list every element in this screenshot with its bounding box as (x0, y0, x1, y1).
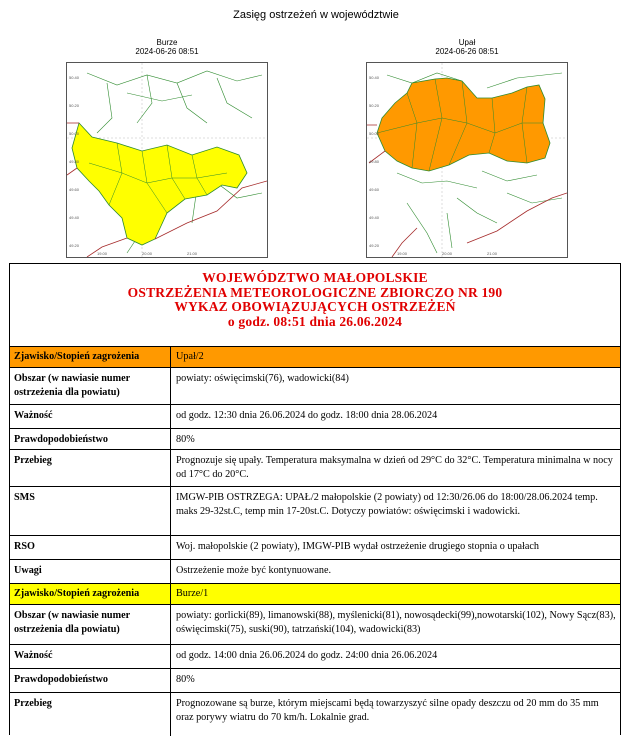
storm-validity-row (10, 645, 620, 669)
heat-validity-row (10, 405, 620, 429)
map-storms-datetime: 2024-06-26 08:51 (135, 47, 199, 56)
heat-probability-label: Prawdopodobieństwo (10, 429, 171, 449)
heat-rso-value: Woj. małopolskie (2 powiaty), IMGW-PIB wydał ostrzeżenie drugiego stopnia o upałach (176, 541, 540, 552)
lat-tick-label: 50.00 (369, 131, 380, 136)
lat-tick-label: 50.40 (369, 75, 380, 80)
storm-area (72, 123, 247, 245)
storm-course-label: Przebieg (10, 693, 171, 736)
storm-course-value: Prognozowane są burze, którym miejscami będą towarzyszyć silne opady deszczu od 20 mm do 35 mm oraz porywy wiatru do 70 km/h. Lokalnie grad. (176, 698, 599, 723)
lat-tick-label: 49.20 (69, 243, 80, 248)
map-storms-frame (66, 62, 268, 258)
heat-course-value: Prognozuje się upały. Temperatura maksymalna w dzień od 29°C do 32°C. Temperatura minimalna w nocy od 17°C do 20°C. (176, 455, 613, 480)
storm-area-row (10, 605, 620, 645)
lat-tick-label: 49.40 (369, 215, 380, 220)
heat-rso-row (10, 536, 620, 560)
lat-tick-label: 50.20 (69, 103, 80, 108)
heat-sms-label: SMS (10, 487, 171, 535)
storm-probability-value: 80% (176, 674, 195, 685)
lat-tick-label: 49.80 (369, 159, 380, 164)
heat-notes-label: Uwagi (10, 560, 171, 583)
heat-probability-value: 80% (176, 434, 195, 445)
storm-validity-label: Ważność (10, 645, 171, 668)
storm-course-row (10, 693, 620, 736)
warnings-document (9, 263, 621, 735)
heat-area-row (10, 368, 620, 405)
lat-tick-label: 49.20 (369, 243, 380, 248)
heat-rso-label: RSO (10, 536, 171, 559)
lat-tick-label: 49.60 (69, 187, 80, 192)
heat-course-row (10, 450, 620, 487)
heat-area-label: Obszar (w nawiasie numer ostrzeżenia dla powiatu) (10, 368, 171, 404)
heat-area-value: powiaty: oświęcimski(76), wadowicki(84) (176, 373, 349, 384)
document-header (10, 264, 620, 347)
heat-notes-row (10, 560, 620, 584)
storm-validity-value: od godz. 14:00 dnia 26.06.2024 do godz. 24:00 dnia 26.06.2024 (176, 650, 438, 661)
lon-tick-label: 20.00 (142, 251, 153, 256)
header-list: WYKAZ OBOWIĄZUJĄCYCH OSTRZEŻEŃ (174, 299, 456, 314)
map-storms-svg (67, 63, 267, 257)
heat-type-value: Upał/2 (176, 351, 204, 362)
lat-tick-label: 49.40 (69, 215, 80, 220)
map-heat-svg (367, 63, 567, 257)
lat-tick-label: 50.20 (369, 103, 380, 108)
lon-tick-label: 21.00 (187, 251, 198, 256)
storm-area-value: powiaty: gorlicki(89), limanowski(88), myślenicki(81), nowosądecki(99),nowotarski(102), Nowy Sącz(83), oświęcimski(75), suski(90), tatrzański(104), wadowicki(83) (176, 610, 616, 635)
page-title: Zasięg ostrzeżeń w województwie (233, 9, 399, 21)
header-time: o godz. 08:51 dnia 26.06.2024 (227, 313, 403, 329)
lat-tick-label: 50.00 (69, 131, 80, 136)
map-storms-title: Burze (156, 38, 178, 47)
heat-type-row (10, 347, 620, 368)
lon-tick-label: 21.00 (487, 251, 498, 256)
map-storms (66, 38, 268, 256)
header-region: WOJEWÓDZTWO MAŁOPOLSKIE (202, 270, 428, 285)
lon-tick-label: 19.00 (397, 251, 408, 256)
lat-tick-label: 50.40 (69, 75, 80, 80)
heat-probability-row (10, 429, 620, 450)
storm-type-row (10, 584, 620, 605)
lat-tick-label: 49.80 (69, 159, 80, 164)
heat-validity-value: od godz. 12:30 dnia 26.06.2024 do godz. 18:00 dnia 28.06.2024 (176, 410, 438, 421)
heat-sms-row (10, 487, 620, 536)
header-bulletin: OSTRZEŻENIA METEOROLOGICZNE ZBIORCZO NR 190 (127, 284, 503, 300)
map-heat-title: Upał (458, 38, 476, 47)
lon-tick-label: 20.00 (442, 251, 453, 256)
storm-type-value: Burze/1 (176, 588, 209, 599)
heat-course-label: Przebieg (10, 450, 171, 486)
heat-sms-value: IMGW-PIB OSTRZEGA: UPAŁ/2 małopolskie (2 powiaty) od 12:30/26.06 do 18:00/28.06.2024 temp. maks 29-32st.C, temp min 17-20st.C. Dotyczy powiatów: oświęcimski i wadowicki. (176, 492, 598, 517)
map-heat-datetime: 2024-06-26 08:51 (435, 47, 499, 56)
storm-probability-row (10, 669, 620, 693)
storm-area-label: Obszar (w nawiasie numer ostrzeżenia dla powiatu) (10, 605, 171, 644)
storm-probability-label: Prawdopodobieństwo (10, 669, 171, 692)
lon-tick-label: 19.00 (97, 251, 108, 256)
lat-tick-label: 49.60 (369, 187, 380, 192)
heat-notes-value: Ostrzeżenie może być kontynuowane. (176, 565, 332, 576)
map-heat-frame (366, 62, 568, 258)
storm-type-label: Zjawisko/Stopień zagrożenia (10, 584, 171, 604)
heat-validity-label: Ważność (10, 405, 171, 428)
heat-type-label: Zjawisko/Stopień zagrożenia (10, 347, 171, 367)
map-heat (366, 38, 568, 256)
